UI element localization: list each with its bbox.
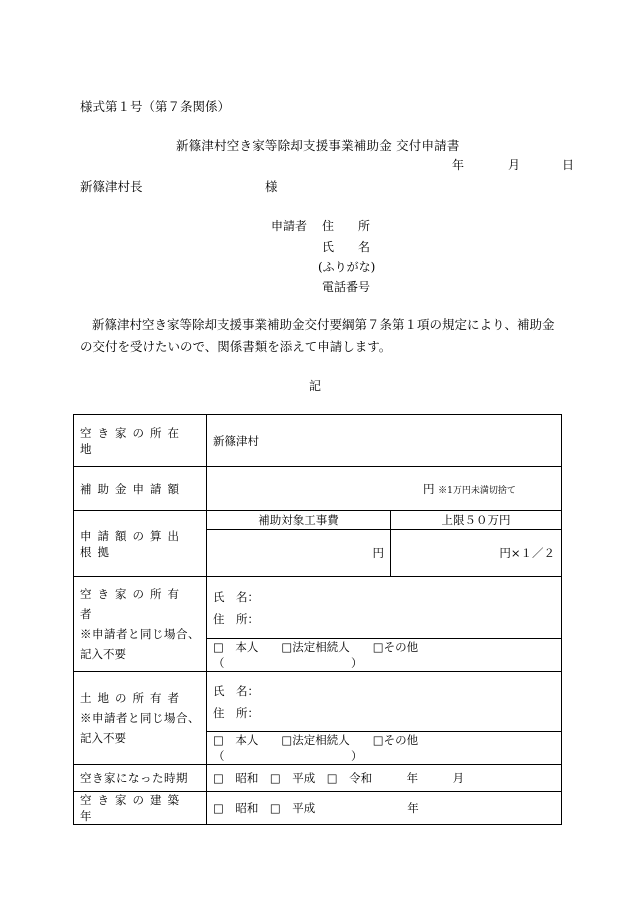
house-owner-name-label: 氏 名： xyxy=(213,589,259,604)
land-owner-label-cell xyxy=(74,672,207,765)
applicant-phone-label: 電話番号 xyxy=(322,280,371,294)
row-built-year xyxy=(74,792,562,825)
basis-col1-header: 補助対象工事費 xyxy=(207,511,391,530)
ki-heading: 記 xyxy=(308,379,321,393)
house-owner-label: 空き家の所有者 xyxy=(80,587,185,621)
applicant-label: 申請者 xyxy=(271,219,308,233)
amount-note: ※1万円未満切捨て xyxy=(438,485,516,496)
basis-col2-value[interactable]: 円×１／２ xyxy=(391,530,562,577)
application-table xyxy=(73,414,562,825)
house-owner-fields[interactable] xyxy=(207,577,562,639)
house-owner-note2: 記入不要 xyxy=(80,647,126,661)
row-vacancy-time xyxy=(74,765,562,792)
applicant-address-label: 住 所 xyxy=(322,219,371,233)
row-location xyxy=(74,415,562,467)
row-house-owner xyxy=(74,577,562,639)
applicant-furigana-label: (ふりがな) xyxy=(318,260,376,274)
date-year: 年 xyxy=(452,158,465,172)
land-owner-note2: 記入不要 xyxy=(80,731,126,745)
built-year-label: 空き家の建築年 xyxy=(74,792,207,825)
amount-value[interactable] xyxy=(207,467,562,511)
land-owner-options[interactable]: □ 本人 □法定相続人 □その他（ ） xyxy=(207,732,562,765)
row-land-owner xyxy=(74,672,562,732)
vacancy-time-label: 空き家になった時期 xyxy=(74,765,207,792)
basis-col2-header: 上限５０万円 xyxy=(391,511,562,530)
row-amount xyxy=(74,467,562,511)
amount-label: 補助金申請額 xyxy=(74,467,207,511)
house-owner-note1: ※申請者と同じ場合、 xyxy=(80,627,200,641)
row-basis-header xyxy=(74,511,562,530)
addressee-name: 新篠津村長 xyxy=(80,179,143,194)
land-owner-address-label: 住 所： xyxy=(213,705,259,720)
land-owner-fields[interactable] xyxy=(207,672,562,732)
addressee-honorific: 様 xyxy=(265,179,278,194)
land-owner-name-label: 氏 名： xyxy=(213,683,259,698)
built-year-value[interactable]: □ 昭和 □ 平成 年 xyxy=(207,792,562,825)
applicant-name-label: 氏 名 xyxy=(322,240,371,254)
house-owner-label-cell xyxy=(74,577,207,672)
basis-col1-value[interactable]: 円 xyxy=(207,530,391,577)
date-day: 日 xyxy=(562,158,575,172)
date-month: 月 xyxy=(508,158,521,172)
form-number: 様式第１号（第７条関係） xyxy=(80,99,231,114)
document-title: 新篠津村空き家等除却支援事業補助金 交付申請書 xyxy=(176,138,460,153)
house-owner-options[interactable]: □ 本人 □法定相続人 □その他（ ） xyxy=(207,639,562,672)
land-owner-label: 土地の所有者 xyxy=(80,691,185,705)
land-owner-note1: ※申請者と同じ場合、 xyxy=(80,711,200,725)
location-value[interactable]: 新篠津村 xyxy=(207,415,562,467)
location-label: 空き家の所在地 xyxy=(74,415,207,467)
vacancy-time-value[interactable]: □ 昭和 □ 平成 □ 令和 年 月 xyxy=(207,765,562,792)
body-text: 新篠津村空き家等除却支援事業補助金交付要綱第７条第１項の規定により、補助金の交付を受けたいので、関係書類を添えて申請します。 xyxy=(80,317,555,354)
basis-label: 申請額の算出根拠 xyxy=(74,511,207,577)
amount-unit: 円 xyxy=(423,481,435,496)
house-owner-address-label: 住 所： xyxy=(213,611,259,626)
